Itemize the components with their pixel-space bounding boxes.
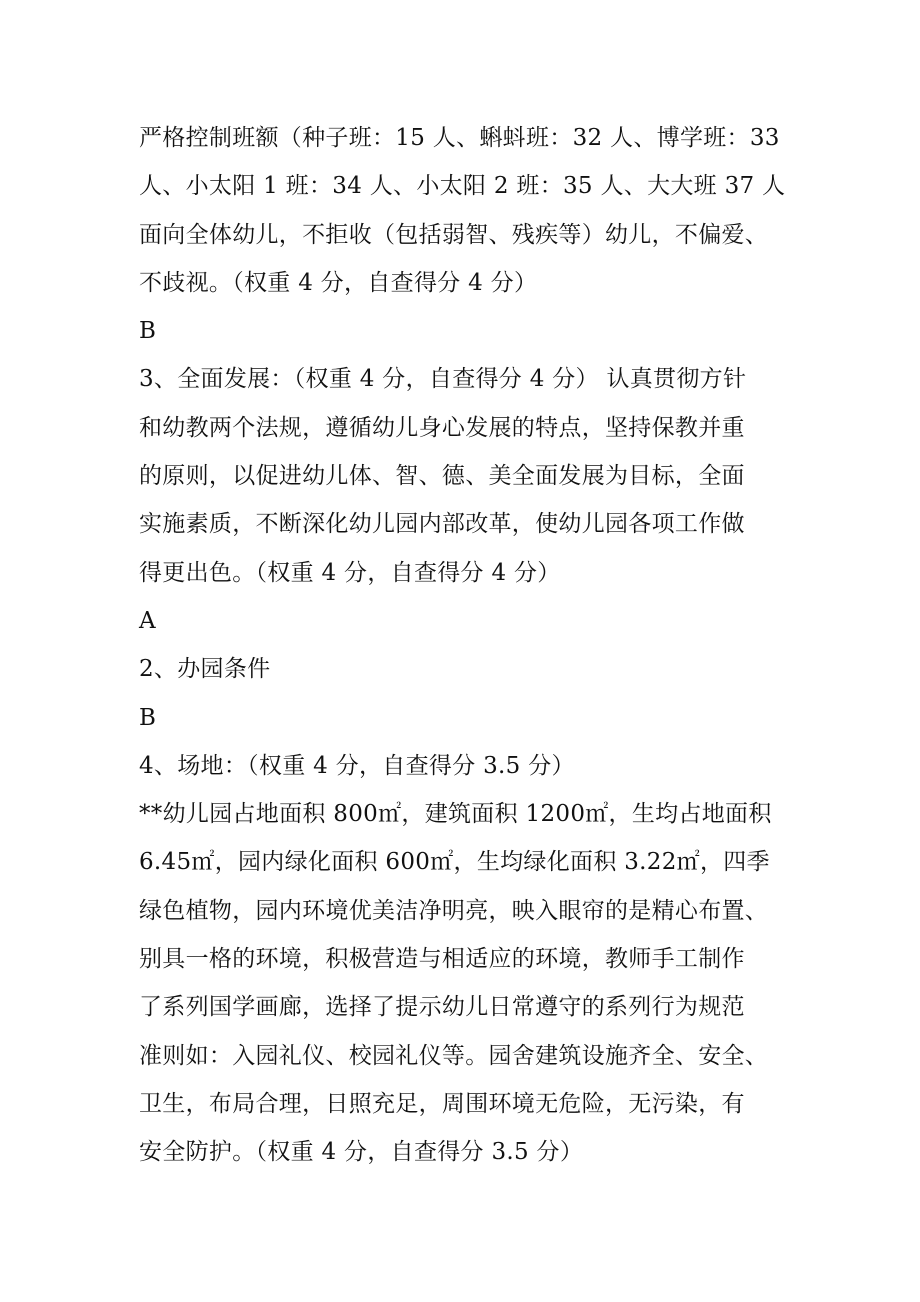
text-line: 和幼教两个法规，遵循幼儿身心发展的特点，坚持保教并重 <box>139 414 745 441</box>
text-line: 别具一格的环境，积极营造与相适应的环境，教师手工制作 <box>139 946 745 973</box>
text-line: 卫生，布局合理，日照充足，周围环境无危险，无污染，有 <box>139 1090 745 1117</box>
grade-marker: B <box>139 704 157 731</box>
section-heading: 4、场地：（权重 4 分，自查得分 3.5 分） <box>139 752 575 779</box>
section-heading-line: 3、全面发展：（权重 4 分，自查得分 4 分） 认真贯彻方针 <box>139 366 747 393</box>
text-line: 安全防护。（权重 4 分，自查得分 3.5 分） <box>139 1139 584 1166</box>
text-line: 了系列国学画廊，选择了提示幼儿日常遵守的系列行为规范 <box>139 994 745 1021</box>
document-body <box>139 114 789 1177</box>
text-line: 的原则，以促进幼儿体、智、德、美全面发展为目标，全面 <box>139 463 745 490</box>
text-line: 人、小太阳 1 班：34 人、小太阳 2 班：35 人、大大班 37 人 <box>139 173 786 200</box>
text-line: 准则如：入园礼仪、校园礼仪等。园舍建筑设施齐全、安全、 <box>139 1042 769 1069</box>
text-line: 得更出色。（权重 4 分，自查得分 4 分） <box>139 559 561 586</box>
section-heading: 2、办园条件 <box>139 656 271 683</box>
grade-marker: A <box>139 607 156 634</box>
text-line: 绿色植物，园内环境优美洁净明亮，映入眼帘的是精心布置、 <box>139 897 769 924</box>
text-line: 面向全体幼儿，不拒收（包括弱智、残疾等）幼儿，不偏爱、 <box>139 221 769 248</box>
text-line: 严格控制班额（种子班：15 人、蝌蚪班：32 人、博学班：33 <box>139 125 780 151</box>
text-line: 实施素质，不断深化幼儿园内部改革，使幼儿园各项工作做 <box>139 511 745 538</box>
text-line: 不歧视。（权重 4 分，自查得分 4 分） <box>139 269 538 296</box>
text-line: 6.45㎡，园内绿化面积 600㎡，生均绿化面积 3.22㎡，四季 <box>139 849 770 876</box>
text-line: **幼儿园占地面积 800㎡，建筑面积 1200㎡，生均占地面积 <box>139 801 772 828</box>
grade-marker: B <box>139 318 157 345</box>
